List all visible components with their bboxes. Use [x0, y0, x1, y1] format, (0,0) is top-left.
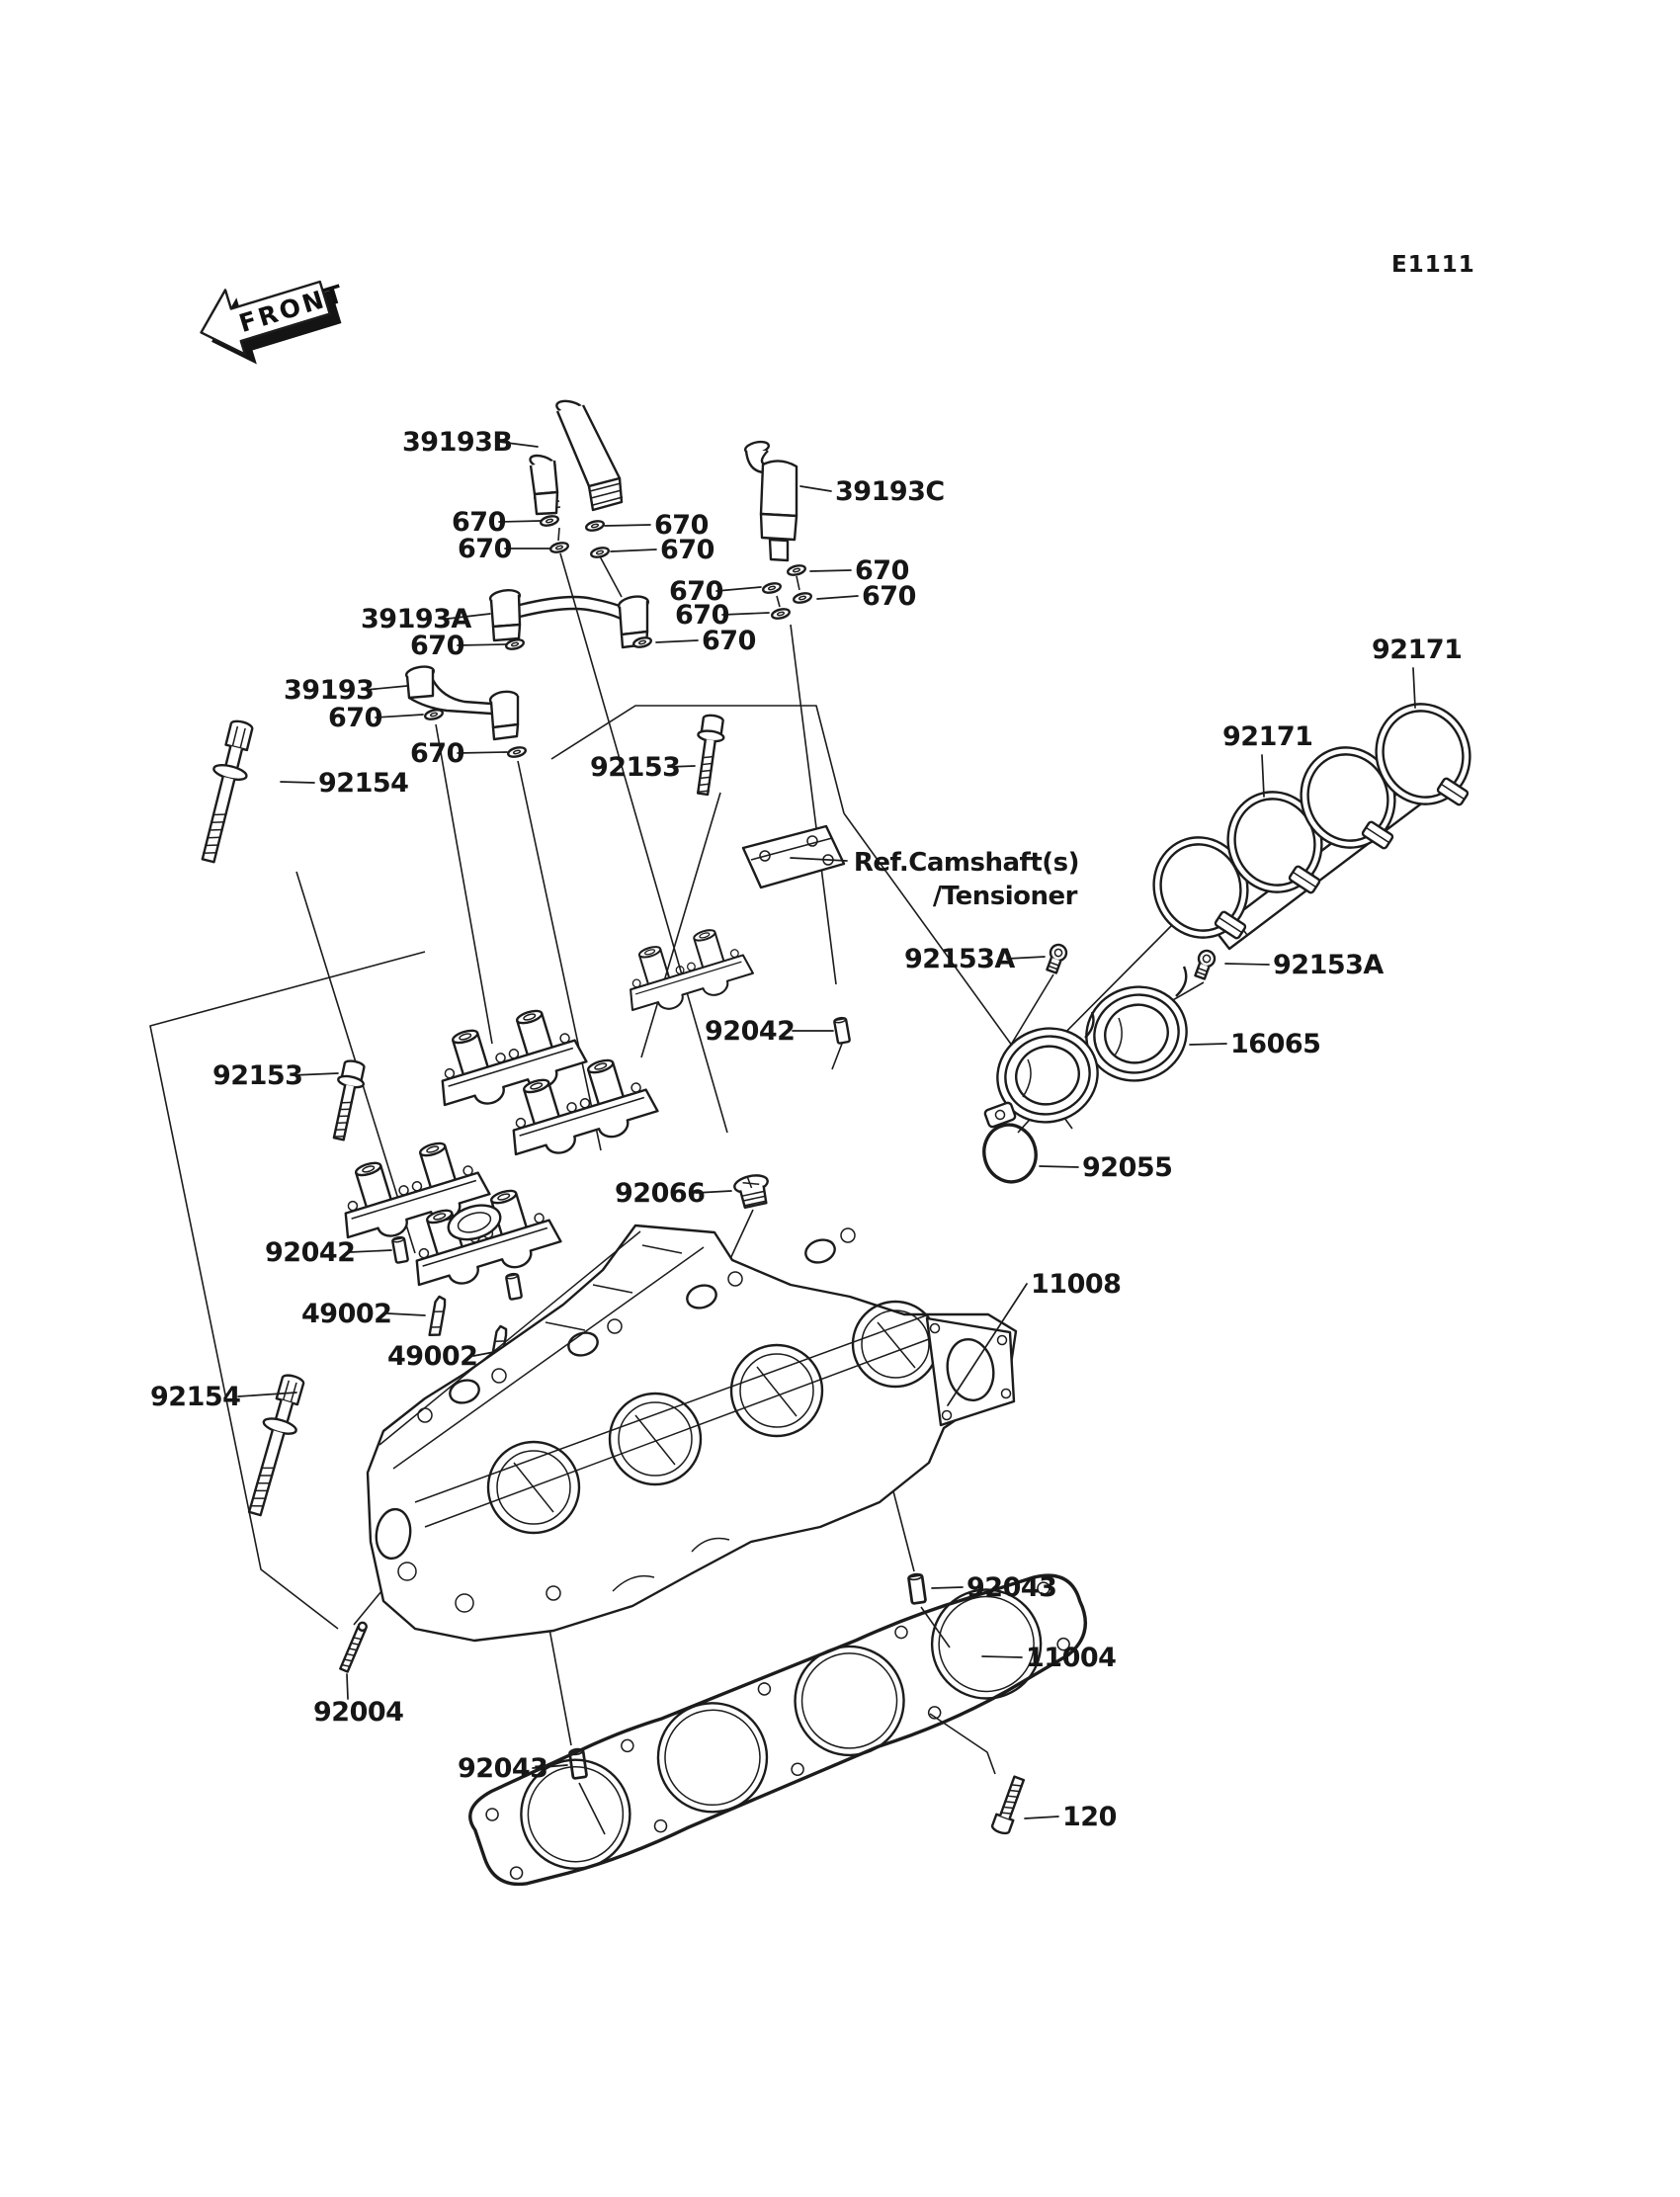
part-label-670-2: 670 — [654, 510, 709, 541]
part-label-39193A: 39193A — [361, 604, 471, 634]
part-label-49002-left: 49002 — [301, 1299, 392, 1329]
part-label-92153A-left: 92153A — [904, 944, 1015, 974]
screw-92153A-left — [1045, 943, 1069, 974]
part-label-92043-left: 92043 — [458, 1753, 548, 1784]
part-label-92043-right: 92043 — [966, 1572, 1057, 1603]
plug-92066 — [733, 1173, 772, 1209]
oil-pipe-39193A — [489, 588, 649, 647]
part-label-670-7: 670 — [862, 581, 916, 612]
ref-note-line2: /Tensioner — [932, 882, 1077, 911]
part-label-92066: 92066 — [615, 1178, 706, 1209]
oil-pipe-39193C — [744, 440, 797, 560]
oil-pipe-39193 — [405, 665, 519, 739]
part-label-92042-top: 92042 — [705, 1016, 796, 1047]
throttle-body-16065 — [984, 967, 1199, 1135]
oil-pipe-39193B — [529, 398, 623, 514]
part-label-11008: 11008 — [1031, 1269, 1122, 1300]
front-direction-marker — [192, 257, 357, 377]
part-label-92153A-right: 92153A — [1273, 950, 1384, 980]
part-label-670-11: 670 — [328, 703, 382, 733]
part-label-39193C: 39193C — [835, 476, 945, 507]
bolt-92153-top — [690, 714, 726, 796]
ref-camshaft-bracket — [743, 826, 844, 887]
part-label-11004: 11004 — [1026, 1643, 1117, 1673]
front-label: FRONT — [235, 278, 349, 338]
bolt-120 — [991, 1775, 1028, 1835]
cam-cap-rail-1 — [426, 1000, 590, 1116]
part-label-670-4: 670 — [660, 535, 714, 565]
part-label-92055: 92055 — [1082, 1152, 1173, 1183]
pin-92043-right — [908, 1573, 926, 1604]
part-label-92042-left: 92042 — [265, 1237, 356, 1268]
part-label-670-1: 670 — [452, 507, 506, 538]
part-label-670-9: 670 — [410, 631, 464, 661]
part-label-92154-top: 92154 — [318, 768, 409, 799]
pin-92042-left — [392, 1236, 408, 1263]
part-label-92171-left: 92171 — [1222, 721, 1313, 752]
part-label-92171-top: 92171 — [1372, 634, 1463, 665]
oil-jet-49002-left — [430, 1296, 447, 1336]
part-label-670-8: 670 — [675, 600, 729, 631]
ref-note-line1: Ref.Camshaft(s) — [853, 848, 1079, 878]
part-label-92004: 92004 — [313, 1697, 404, 1728]
part-label-39193: 39193 — [284, 675, 375, 706]
part-label-670-10: 670 — [702, 626, 756, 656]
page-code: E1111 — [1391, 252, 1475, 278]
part-label-670-6: 670 — [669, 576, 723, 607]
bolt-92154-top — [192, 718, 259, 864]
o-ring-92055 — [978, 1120, 1042, 1188]
pin-92042-right — [506, 1273, 522, 1300]
stud-92004 — [339, 1621, 369, 1672]
part-label-39193B: 39193B — [402, 427, 513, 458]
part-labels — [150, 427, 1462, 1832]
part-label-670-5: 670 — [855, 555, 909, 586]
screw-92153A-right — [1193, 949, 1218, 980]
part-label-670-12: 670 — [410, 738, 464, 769]
part-label-92153-top: 92153 — [590, 752, 681, 783]
part-label-92153-left: 92153 — [212, 1060, 303, 1091]
part-label-16065: 16065 — [1230, 1029, 1321, 1059]
part-label-49002-bottom: 49002 — [387, 1341, 478, 1372]
part-label-92154-bottom: 92154 — [150, 1382, 241, 1412]
bolt-92153-left — [326, 1058, 368, 1141]
cam-holder-ref — [617, 921, 756, 1020]
part-label-120: 120 — [1062, 1802, 1117, 1832]
pin-92042-top — [834, 1017, 850, 1044]
part-label-670-3: 670 — [458, 534, 512, 564]
